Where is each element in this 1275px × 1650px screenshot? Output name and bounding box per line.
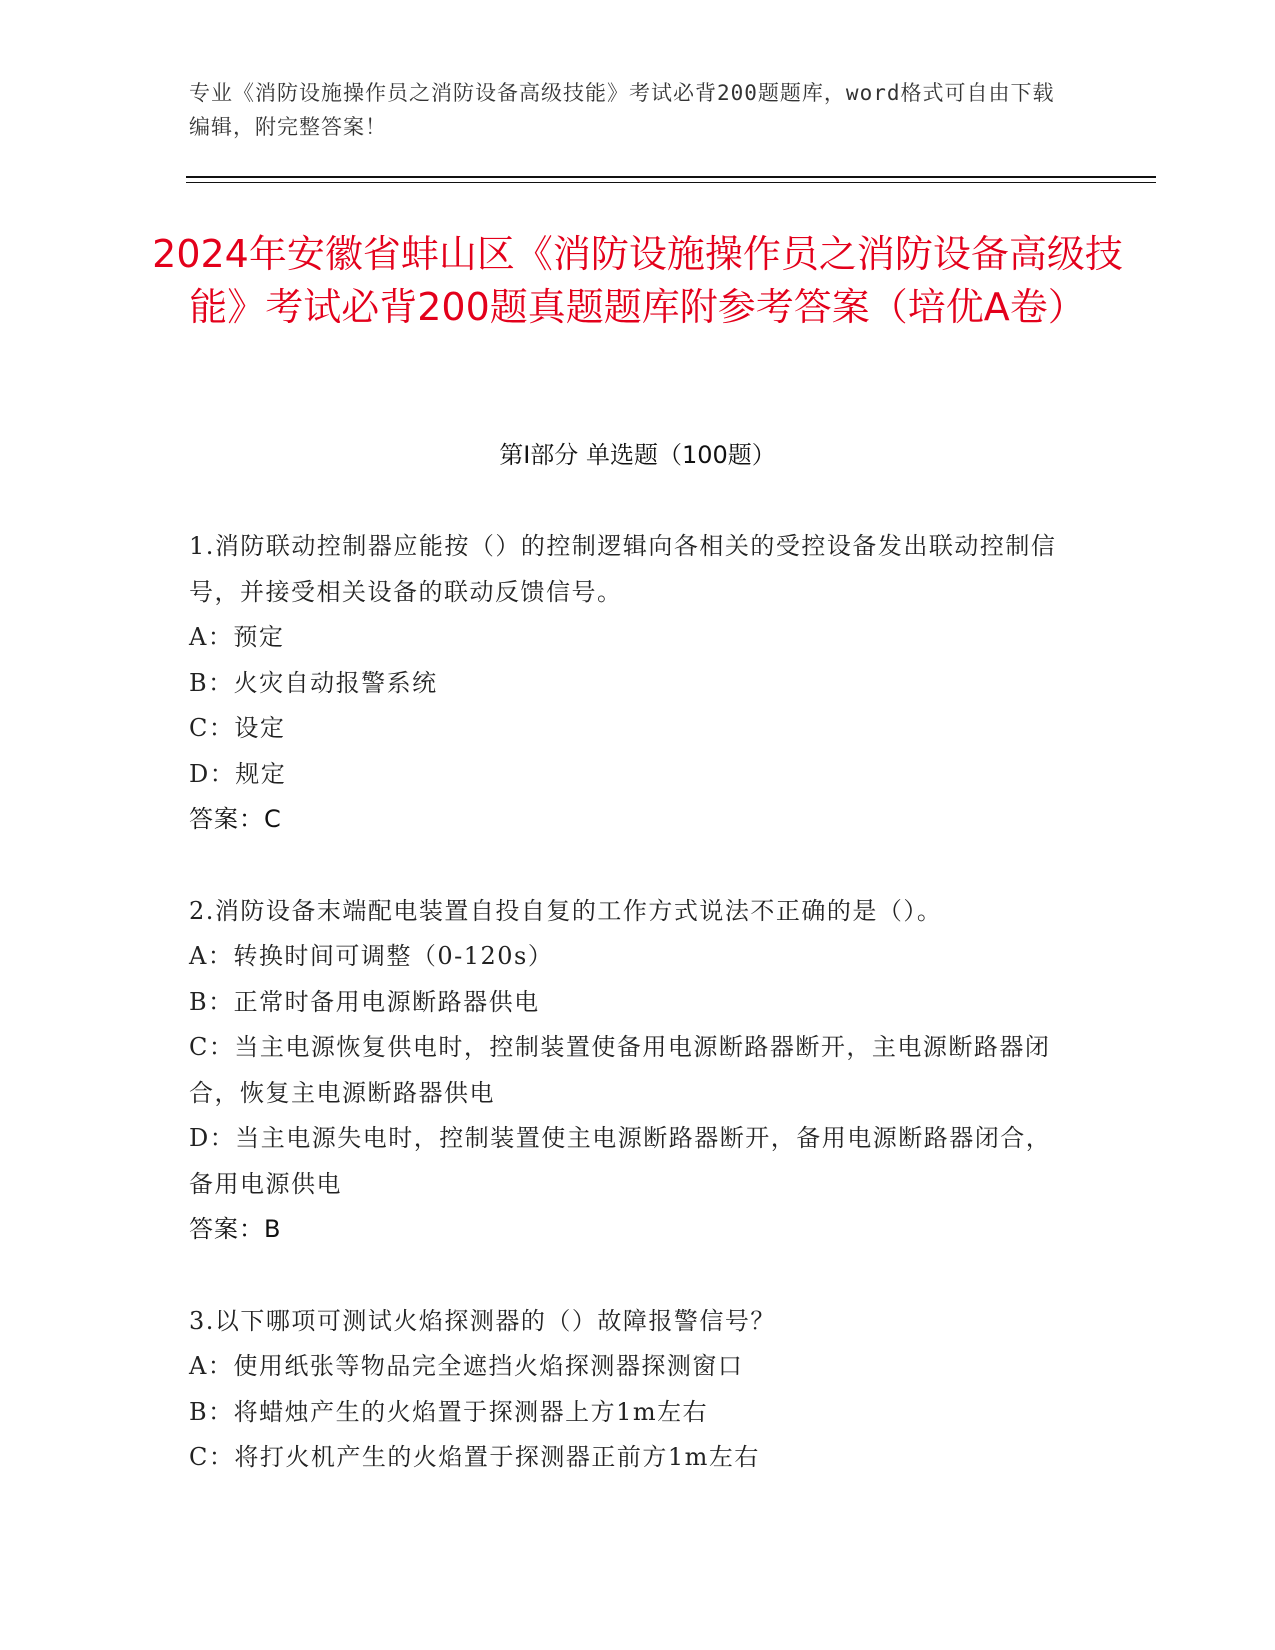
option-d: D：当主电源失电时，控制装置使主电源断路器断开，备用电源断路器闭合，备用电源供电	[189, 1124, 1052, 1198]
document-title: 2024年安徽省蚌山区《消防设施操作员之消防设备高级技能》考试必背200题真题题库附参考答案（培优A卷）	[152, 232, 1123, 329]
question-1	[189, 524, 1069, 843]
header-divider-thick	[186, 176, 1156, 178]
option-c: C：当主电源恢复供电时，控制装置使备用电源断路器断开，主电源断路器闭合，恢复主电源断路器供电	[189, 1033, 1051, 1107]
question-stem: 1.消防联动控制器应能按（）的控制逻辑向各相关的受控设备发出联动控制信号，并接受相关设备的联动反馈信号。	[189, 532, 1057, 606]
header-note: 专业《消防设施操作员之消防设备高级技能》考试必背200题题库，word格式可自由下载编辑，附完整答案！	[189, 81, 1055, 139]
option-b: B：火灾自动报警系统	[189, 668, 438, 697]
option-a: A：使用纸张等物品完全遮挡火焰探测器探测窗口	[189, 1352, 744, 1380]
section-title: 第Ⅰ部分 单选题（100题）	[499, 441, 776, 469]
option-b: B：正常时备用电源断路器供电	[189, 987, 540, 1016]
question-list	[189, 524, 1069, 1527]
question-3	[189, 1299, 1069, 1481]
option-d: D：规定	[189, 759, 287, 788]
option-b: B：将蜡烛产生的火焰置于探测器上方1m左右	[189, 1397, 709, 1426]
header-divider-thin	[186, 182, 1156, 183]
option-a: A：转换时间可调整（0-120s）	[189, 942, 554, 970]
question-2	[189, 889, 1069, 1253]
option-c: C：将打火机产生的火焰置于探测器正前方1m左右	[189, 1443, 760, 1471]
question-stem: 2.消防设备末端配电装置自投自复的工作方式说法不正确的是（）。	[189, 896, 943, 925]
option-a: A：预定	[189, 623, 285, 651]
answer: 答案：C	[189, 805, 282, 833]
answer: 答案：B	[189, 1215, 282, 1243]
question-stem: 3.以下哪项可测试火焰探测器的（）故障报警信号？	[189, 1306, 776, 1335]
option-c: C：设定	[189, 714, 286, 742]
